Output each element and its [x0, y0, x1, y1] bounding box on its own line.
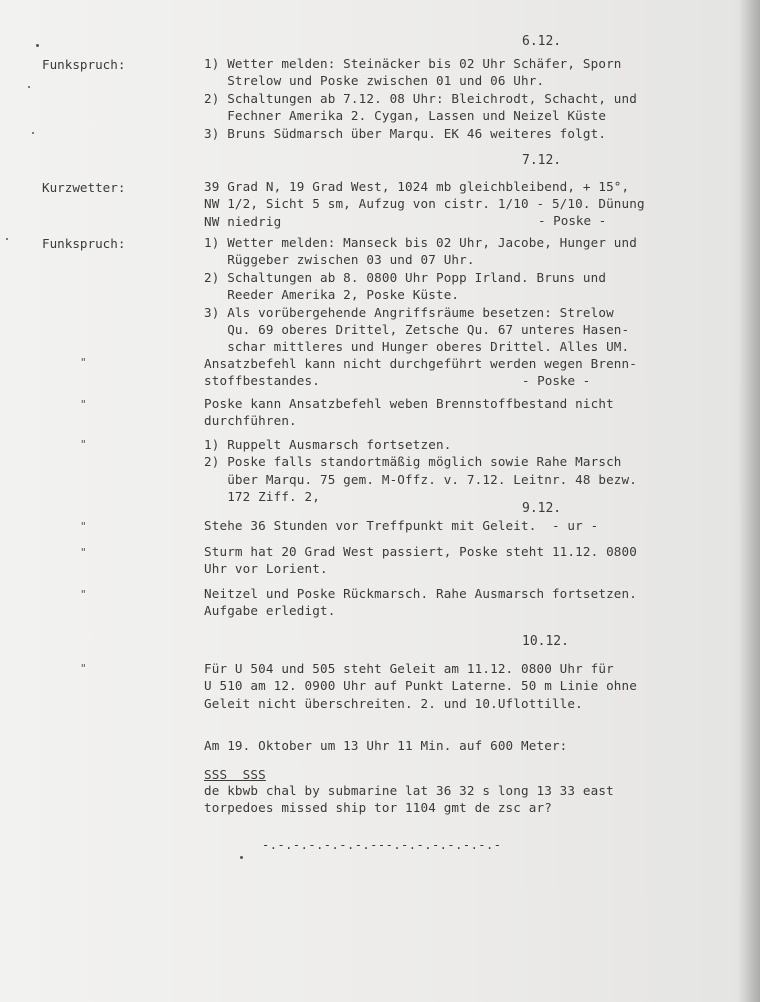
message-block: Ansatzbefehl kann nicht durchgeführt werden wegen Brenn- stoffbestandes.	[204, 356, 637, 389]
sss-signal: SSS SSS	[204, 767, 266, 782]
ditto-mark: "	[80, 546, 87, 559]
message-block: 1) Ruppelt Ausmarsch fortsetzen. 2) Poske falls standortmäßig möglich sowie Rahe Marsch über Marqu. 75 gem. M-Offz. v. 7.12. Leitnr. 48 bezw. 172 Ziff. 2,	[204, 437, 637, 505]
ink-speck	[32, 132, 34, 134]
ink-speck	[36, 44, 39, 47]
message-block: Neitzel und Poske Rückmarsch. Rahe Ausmarsch fortsetzen. Aufgabe erledigt.	[204, 586, 637, 619]
label-kurzwetter: Kurzwetter:	[42, 180, 126, 195]
date-heading: 7.12.	[522, 153, 562, 168]
page-edge-shadow	[738, 0, 760, 1002]
date-heading: 9.12.	[522, 501, 562, 516]
label-funkspruch: Funkspruch:	[42, 57, 126, 72]
signature: - Poske -	[522, 373, 591, 388]
ink-speck	[240, 856, 243, 859]
ditto-mark: "	[80, 438, 87, 451]
message-block: Stehe 36 Stunden vor Treffpunkt mit Geleit. - ur -	[204, 518, 599, 533]
message-block: 1) Wetter melden: Manseck bis 02 Uhr, Jacobe, Hunger und Rüggeber zwischen 03 und 07 Uhr. 2) Schaltungen ab 8. 0800 Uhr Popp Irland. Bruns und Reeder Amerika 2, Poske Küste. 3) Als vorübergehende Angriffsräume besetzen: Strelow Qu. 69 oberes Drittel, Zetsche Qu. 67 unteres Hasen- schar mittleres und Hunger oberes Drittel. Alles UM.	[204, 235, 637, 355]
ditto-mark: "	[80, 662, 87, 675]
ink-speck	[6, 238, 8, 240]
ditto-mark: "	[80, 520, 87, 533]
message-block: Sturm hat 20 Grad West passiert, Poske steht 11.12. 0800 Uhr vor Lorient.	[204, 544, 637, 577]
ditto-mark: "	[80, 356, 87, 369]
ditto-mark: "	[80, 588, 87, 601]
date-heading: 6.12.	[522, 34, 562, 49]
message-block: 1) Wetter melden: Steinäcker bis 02 Uhr Schäfer, Sporn Strelow und Poske zwischen 01 und 06 Uhr. 2) Schaltungen ab 7.12. 08 Uhr: Bleichrodt, Schacht, und Fechner Amerika 2. Cygan, Lassen und Neizel Küste 3) Bruns Südmarsch über Marqu. EK 46 weiteres folgt.	[204, 56, 637, 141]
message-block: Poske kann Ansatzbefehl weben Brennstoffbestand nicht durchführen.	[204, 396, 614, 429]
message-block: Für U 504 und 505 steht Geleit am 11.12. 0800 Uhr für U 510 am 12. 0900 Uhr auf Punkt Laterne. 50 m Linie ohne Geleit nicht überschreiten. 2. und 10.Uflottille.	[204, 661, 637, 711]
intercepted-message: de kbwb chal by submarine lat 36 32 s long 13 33 east torpedoes missed ship tor 1104 gmt de zsc ar?	[204, 783, 614, 816]
date-heading: 10.12.	[522, 634, 569, 649]
label-funkspruch: Funkspruch:	[42, 236, 126, 251]
intercept-heading: Am 19. Oktober um 13 Uhr 11 Min. auf 600 Meter:	[204, 738, 568, 753]
ditto-mark: "	[80, 398, 87, 411]
signature: - Poske -	[538, 213, 607, 228]
weather-block: 39 Grad N, 19 Grad West, 1024 mb gleichbleibend, + 15°, NW 1/2, Sicht 5 sm, Aufzug von cistr. 1/10 - 5/10. Dünung NW niedrig	[204, 179, 645, 229]
ink-speck	[28, 86, 30, 88]
closing-separator: -.-.-.-.-.-.-.---.-.-.-.-.-.-.-	[262, 838, 502, 852]
